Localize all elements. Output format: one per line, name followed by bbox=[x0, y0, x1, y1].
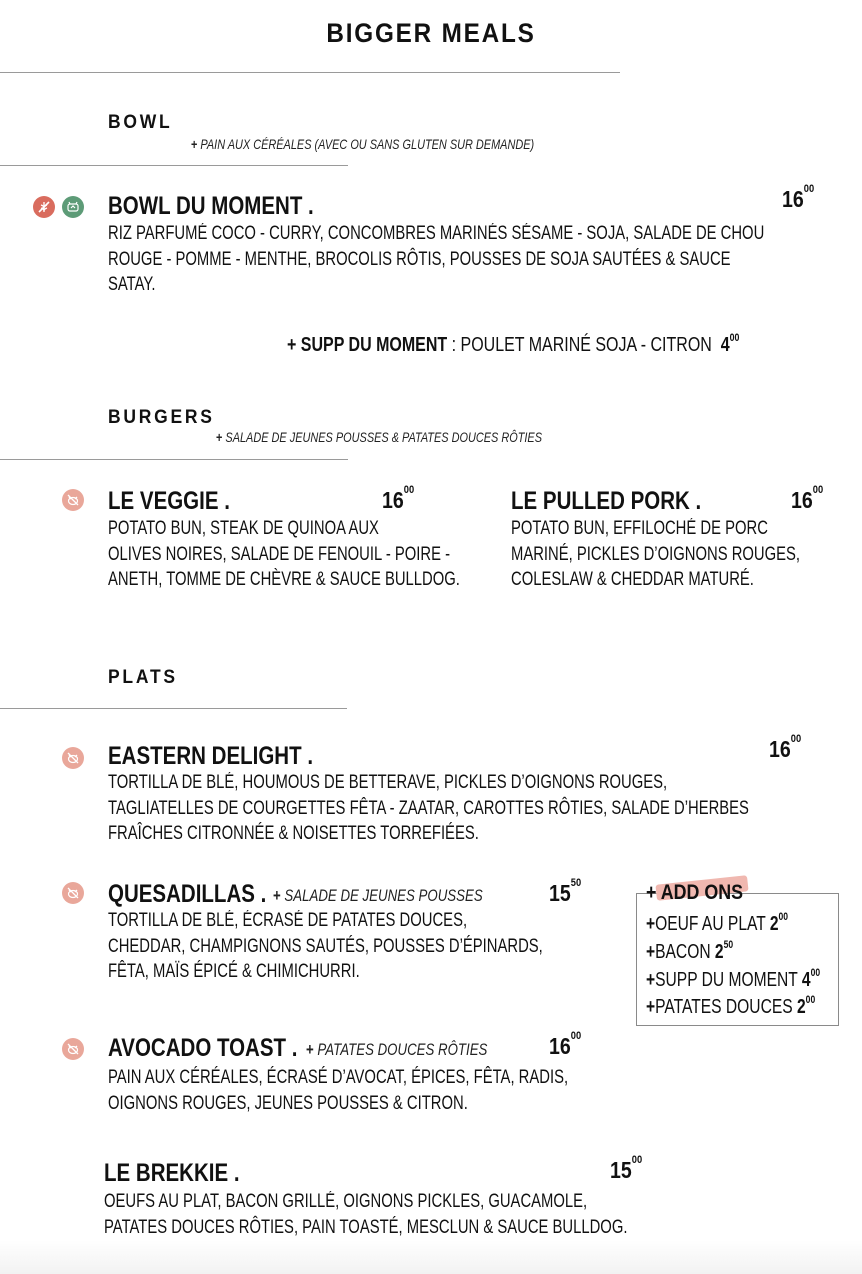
bowl-item-description: RIZ PARFUMÉ COCO - CURRY, CONCOMBRES MARINÉS SÉSAME - SOJA, SALADE DE CHOU ROUGE - POMME - MENTHE, BROCOLIS RÔTIS, POUSSES DE SOJA SAUTÉES & SAUCE SATAY. bbox=[108, 223, 765, 295]
plat-item-price: $15^{50}$ bbox=[549, 877, 582, 906]
page-bottom-fade bbox=[0, 1240, 862, 1274]
plat-item-description: TORTILLA DE BLÉ, HOUMOUS DE BETTERAVE, PICKLES D’OIGNONS ROUGES, TAGLIATELLES DE COURGETTES FÊTA - ZAATAR, CAROTTES RÔTIES, SALADE D’HERBES FRAÎCHES CITRONNÉE & NOISETTES TORREFIÉES. bbox=[108, 772, 749, 844]
plat-item-name: EASTERN DELIGHT . bbox=[108, 742, 314, 770]
plat-item-description: OEUFS AU PLAT, BACON GRILLÉ, OIGNONS PICKLES, GUACAMOLE, PATATES DOUCES RÔTIES, PAIN TOASTÉ, MESCLUN & SAUCE BULLDOG. bbox=[104, 1191, 628, 1238]
burger-item-price: $16^{00}$ bbox=[382, 484, 415, 513]
vegetarian-icon bbox=[62, 747, 84, 769]
addons-title: + ADD ONS bbox=[646, 881, 744, 904]
burgers-divider bbox=[0, 459, 348, 460]
burger-item-name: LE PULLED PORK . bbox=[511, 487, 702, 515]
addon-item: +SUPP DU MOMENT $4^{00}$ bbox=[646, 967, 821, 991]
burger-item-description: POTATO BUN, EFFILOCHÉ DE PORC MARINÉ, PICKLES D’OIGNONS ROUGES, COLESLAW & CHEDDAR MATURÉ. bbox=[511, 518, 801, 590]
vegan-icon bbox=[62, 196, 84, 218]
no-gluten-icon bbox=[33, 196, 55, 218]
burger-item-price: $16^{00}$ bbox=[791, 484, 824, 513]
section-title-burgers: BURGERS bbox=[108, 407, 215, 428]
page-title: BIGGER MEALS bbox=[326, 18, 536, 48]
plat-item-description: TORTILLA DE BLÉ, ÉCRASÉ DE PATATES DOUCES, CHEDDAR, CHAMPIGNONS SAUTÉS, POUSSES D’ÉPINARDS, FÊTA, MAÏS ÉPICÉ & CHIMICHURRI. bbox=[108, 910, 543, 982]
burgers-note: + SALADE DE JEUNES POUSSES & PATATES DOUCES RÔTIES bbox=[216, 429, 542, 445]
section-title-bowl: BOWL bbox=[108, 112, 173, 133]
plat-item-price: $16^{00}$ bbox=[549, 1030, 582, 1059]
burger-item-name: LE VEGGIE . bbox=[108, 487, 230, 515]
bowl-note: + PAIN AUX CÉRÉALES (AVEC OU SANS GLUTEN SUR DEMANDE) bbox=[191, 136, 535, 152]
addon-item: +BACON $2^{50}$ bbox=[646, 939, 734, 963]
plat-item-name: QUESADILLAS . bbox=[108, 880, 267, 908]
plat-item-note: + SALADE DE JEUNES POUSSES bbox=[273, 886, 483, 905]
bowl-item-price: $16^{00}$ bbox=[782, 183, 815, 212]
plats-divider bbox=[0, 708, 347, 709]
vegetarian-icon bbox=[62, 1038, 84, 1060]
plat-item-description: PAIN AUX CÉRÉALES, ÉCRASÉ D’AVOCAT, ÉPICES, FÊTA, RADIS, OIGNONS ROUGES, JEUNES POUSSES & CITRON. bbox=[108, 1067, 569, 1114]
plat-item-name: LE BREKKIE . bbox=[104, 1159, 240, 1187]
plat-item-note: + PATATES DOUCES RÔTIES bbox=[306, 1040, 488, 1059]
bowl-divider bbox=[0, 165, 348, 166]
plat-item-price: $15^{00}$ bbox=[610, 1154, 643, 1183]
vegetarian-icon bbox=[62, 882, 84, 904]
addon-item: +OEUF AU PLAT $2^{00}$ bbox=[646, 911, 789, 935]
section-title-plats: PLATS bbox=[108, 667, 178, 688]
addon-item: +PATATES DOUCES $2^{00}$ bbox=[646, 994, 816, 1018]
bowl-item-name: BOWL DU MOMENT . bbox=[108, 192, 314, 220]
bowl-supp: + SUPP DU MOMENT : POULET MARINÉ SOJA - CITRON $4^{00}$ bbox=[287, 332, 740, 356]
plat-item-price: $16^{00}$ bbox=[769, 733, 802, 762]
burger-item-description: POTATO BUN, STEAK DE QUINOA AUX OLIVES NOIRES, SALADE DE FENOUIL - POIRE - ANETH, TOMME DE CHÈVRE & SAUCE BULLDOG. bbox=[108, 518, 460, 590]
title-divider bbox=[0, 72, 620, 73]
vegetarian-icon bbox=[62, 489, 84, 511]
plat-item-name: AVOCADO TOAST . bbox=[108, 1034, 298, 1062]
